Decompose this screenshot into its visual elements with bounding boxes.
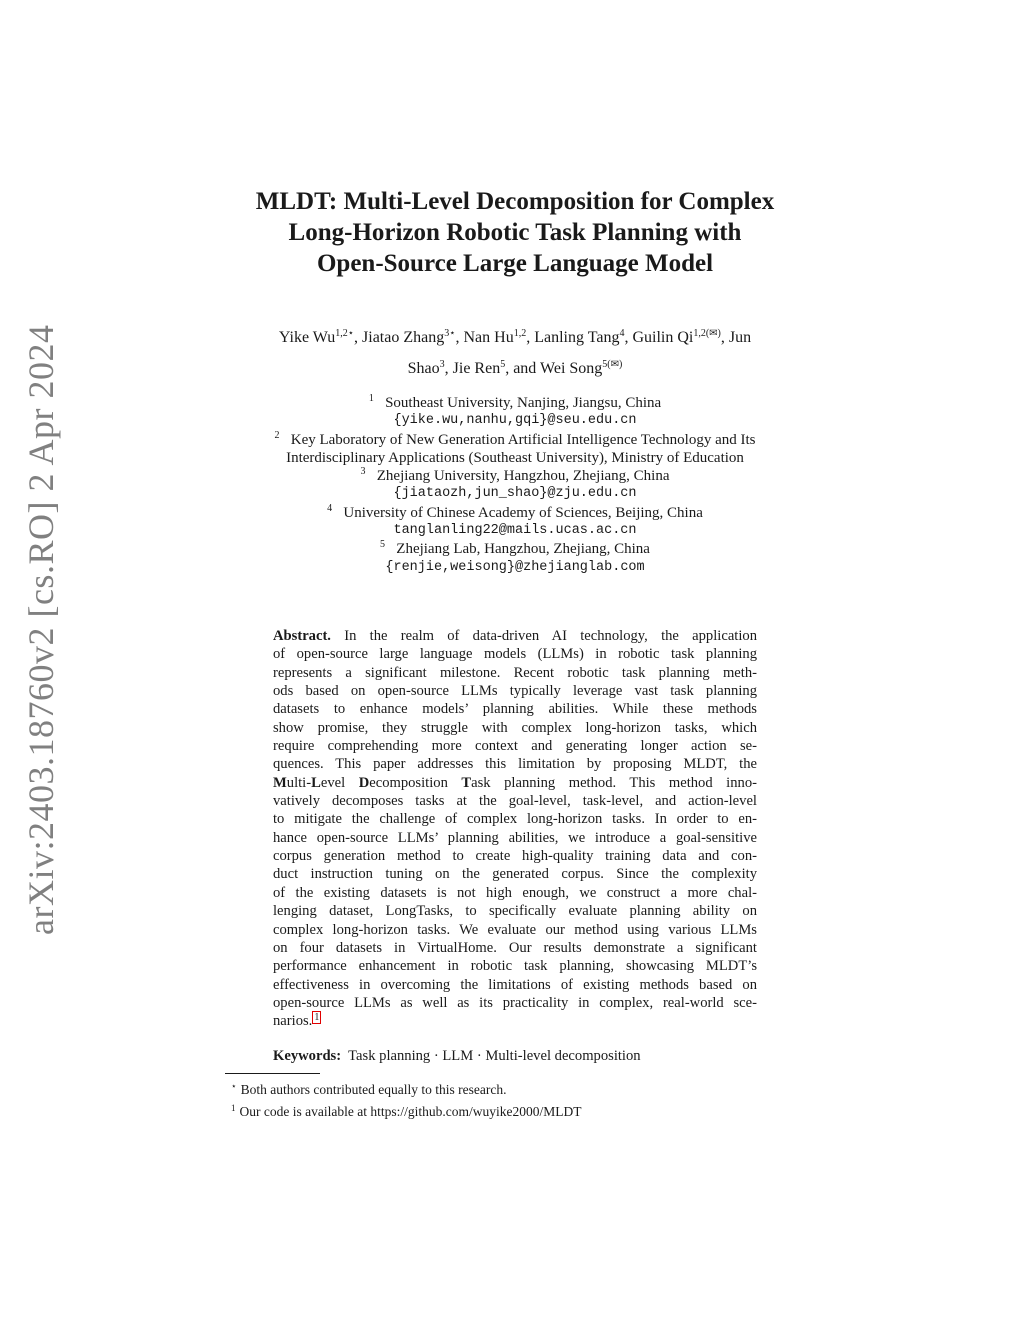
title-line: Open-Source Large Language Model xyxy=(316,250,714,277)
affiliation xyxy=(200,467,830,485)
abstract-text: ask planning method. This method inno- xyxy=(471,774,757,791)
acronym-letter: M xyxy=(273,774,287,791)
author-affil: 1,2 xyxy=(513,328,527,339)
footnotes xyxy=(231,1077,581,1121)
author-name: Jiatao Zhang xyxy=(362,329,445,346)
author-conjunction: and xyxy=(513,360,537,377)
abstract-line: duct instruction tuning on the generated corpus. Since the complexity xyxy=(273,866,757,883)
affiliation-text: Zhejiang University, Hangzhou, Zhejiang, China xyxy=(376,468,670,485)
footnote-mark: 1 xyxy=(231,1103,236,1113)
affiliation-number: 5 xyxy=(380,539,386,551)
abstract-line: performance enhancement in robotic task planning, showcasing MLDT’s xyxy=(273,958,757,975)
footnote xyxy=(231,1099,581,1121)
author-affil: 1,2⋆ xyxy=(335,328,355,339)
affiliation-email: {jiataozh,jun_shao}@zju.edu.cn xyxy=(393,486,637,502)
affiliation-text: University of Chinese Academy of Sciences, Beijing, China xyxy=(343,504,703,521)
abstract-line: complex long-horizon tasks. We evaluate our method using various LLMs xyxy=(273,921,757,938)
author-affil: 4 xyxy=(619,328,625,339)
author-affil: 3 xyxy=(439,359,445,370)
author-affil: 5(✉) xyxy=(602,359,623,370)
author-name: Wei Song xyxy=(540,360,603,377)
abstract-line: on four datasets in VirtualHome. Our results demonstrate a significant xyxy=(273,939,757,956)
abstract-line xyxy=(273,1012,757,1030)
author-name: Jun xyxy=(728,329,752,346)
affiliation-text: Zhejiang Lab, Hangzhou, Zhejiang, China xyxy=(396,541,650,558)
author-affil: 3⋆ xyxy=(444,328,456,339)
footnote-text: Both authors contributed equally to this research. xyxy=(240,1082,507,1097)
affiliation-text: Southeast University, Nanjing, Jiangsu, China xyxy=(385,395,662,411)
abstract-line: of the existing datasets is not high enough, we construct a more chal- xyxy=(273,884,757,901)
author-name: Guilin Qi xyxy=(632,329,694,346)
keywords-label: Keywords: xyxy=(273,1048,342,1064)
affiliation-list xyxy=(200,394,830,577)
abstract-line: lenging dataset, LongTasks, to specifically evaluate planning ability on xyxy=(273,903,757,920)
affiliation-email: tanglanling22@mails.ucas.ac.cn xyxy=(393,523,637,539)
abstract-text: ecomposition xyxy=(369,774,462,791)
abstract-line: of open-source large language models (LLMs) in robotic task planning xyxy=(273,646,757,663)
author-affil: 5 xyxy=(500,359,506,370)
abstract-line: open-source LLMs as well as its practicality in complex, real-world sce- xyxy=(273,994,757,1011)
affiliation-email: {renjie,weisong}@zhejianglab.com xyxy=(385,559,645,575)
author-line: Shao$^3$, Jie Ren$^5$, and Wei Song$^{5(✉)}$ xyxy=(407,359,623,377)
abstract-line xyxy=(273,774,757,792)
abstract-line: quences. This paper addresses this limitation by proposing MLDT, the xyxy=(273,756,757,773)
abstract-label: Abstract. xyxy=(273,628,331,644)
abstract xyxy=(273,627,757,1031)
footnote-mark: ⋆ xyxy=(231,1081,237,1091)
abstract-line: vatively decomposes tasks at the goal-level, task-level, and action-level xyxy=(273,793,757,810)
affiliation xyxy=(200,431,830,449)
abstract-text: narios. xyxy=(273,1013,313,1030)
keywords-text: Task planning · LLM · Multi-level decomposition xyxy=(348,1048,641,1064)
affiliation xyxy=(200,540,830,558)
abstract-text: In the realm of data-driven AI technology, the application xyxy=(344,628,757,644)
author-name: Yike Wu xyxy=(278,329,336,346)
abstract-line: corpus generation method to create high-quality training data and con- xyxy=(273,848,757,865)
author-name: Jie Ren xyxy=(452,360,501,377)
footnote-link[interactable]: 1 xyxy=(314,1012,320,1024)
footnote xyxy=(231,1077,581,1099)
acronym-letter: D xyxy=(358,774,370,791)
title-line: MLDT: Multi-Level Decomposition for Complex xyxy=(255,188,775,215)
abstract-text: ulti- xyxy=(286,774,312,791)
abstract-line: effectiveness in overcoming the limitations of existing methods based on xyxy=(273,976,757,993)
affiliation-number: 3 xyxy=(360,466,366,478)
affiliation-number: 4 xyxy=(327,502,333,514)
affiliation-number: 1 xyxy=(368,393,374,404)
abstract-line: datasets to enhance models’ planning abilities. While these methods xyxy=(273,701,757,718)
footnote-divider xyxy=(225,1073,320,1074)
author-line: Yike $Wu^{1,2⋆}$, Jiatao Zhang$^{3⋆}$, Nan Hu$^{1,2}$, Lanling Tang$^4$, Guilin $Qi^{1,2(✉)}$, Jun xyxy=(278,328,752,346)
author-name: Nan Hu xyxy=(463,329,514,346)
arxiv-identifier: arXiv:2403.18760v2 [cs.RO] 2 Apr 2024 xyxy=(21,324,61,935)
acronym-letter: T xyxy=(461,774,472,791)
paper-title xyxy=(150,186,880,279)
affiliation xyxy=(200,394,830,412)
author-name: Lanling Tang xyxy=(534,329,620,346)
footnote-text: Our code is available at https://github.com/wuyike2000/MLDT xyxy=(239,1104,582,1119)
abstract-line xyxy=(273,627,757,645)
keywords xyxy=(273,1048,641,1065)
title-line: Long-Horizon Robotic Task Planning with xyxy=(288,219,742,246)
acronym-letter: L xyxy=(311,774,321,791)
abstract-line: ods based on open-source LLMs typically leverage vast task planning xyxy=(273,683,757,700)
abstract-line: to mitigate the challenge of complex long-horizon tasks. In order to en- xyxy=(273,811,757,828)
author-affil: 1,2(✉) xyxy=(693,328,721,339)
author-name: Shao xyxy=(407,360,440,377)
abstract-line: require comprehending more context and generating longer action se- xyxy=(273,738,757,755)
affiliation-text: Interdisciplinary Applications (Southeast University), Ministry of Education xyxy=(286,449,744,466)
affiliation-number: 2 xyxy=(274,429,280,441)
abstract-line: show promise, they struggle with complex long-horizon tasks, which xyxy=(273,719,757,736)
affiliation-email: {yike.wu,nanhu,gqi}@seu.edu.cn xyxy=(393,413,637,429)
affiliation xyxy=(200,504,830,522)
abstract-line: represents a significant milestone. Recent robotic task planning meth- xyxy=(273,664,757,681)
abstract-line: hance open-source LLMs’ planning abilities, we introduce a goal-sensitive xyxy=(273,829,757,846)
author-list xyxy=(200,322,830,384)
affiliation-text: Key Laboratory of New Generation Artificial Intelligence Technology and Its xyxy=(290,431,756,448)
abstract-text: evel xyxy=(320,774,359,791)
